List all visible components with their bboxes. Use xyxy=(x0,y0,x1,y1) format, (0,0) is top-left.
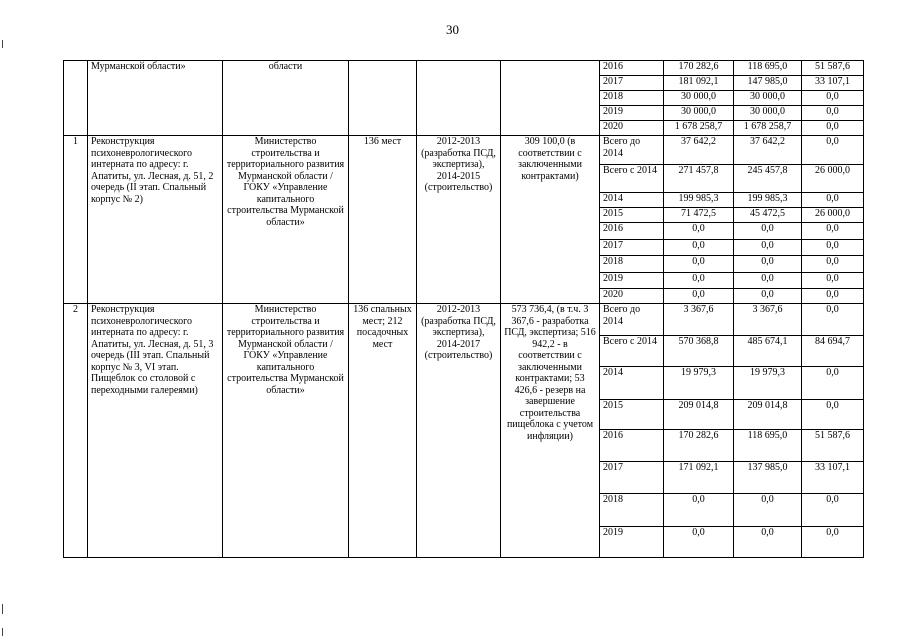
federal-cell: 0,0 xyxy=(802,91,864,106)
regional-cell: 30 000,0 xyxy=(734,106,802,121)
federal-cell: 0,0 xyxy=(802,400,864,430)
investment-table xyxy=(63,60,864,558)
customer-cell: области xyxy=(223,61,349,136)
year-cell: 2015 xyxy=(600,208,664,223)
regional-cell: 147 985,0 xyxy=(734,76,802,91)
federal-cell: 51 587,6 xyxy=(802,61,864,76)
total-cell: 181 092,1 xyxy=(664,76,734,91)
federal-cell: 0,0 xyxy=(802,304,864,336)
total-cell: 3 367,6 xyxy=(664,304,734,336)
total-cell: 0,0 xyxy=(664,256,734,273)
federal-cell: 33 107,1 xyxy=(802,76,864,91)
total-cell: 30 000,0 xyxy=(664,91,734,106)
table-row xyxy=(64,61,864,76)
table-row xyxy=(64,136,864,165)
customer-cell: Министерство строительства и территориального развития Мурманской области / ГОКУ «Управление капитального строительства Мурманской области» xyxy=(223,136,349,304)
year-cell: 2017 xyxy=(600,240,664,256)
regional-cell: 118 695,0 xyxy=(734,61,802,76)
capacity-cell xyxy=(349,61,417,136)
scan-mark xyxy=(2,40,3,48)
federal-cell: 0,0 xyxy=(802,121,864,136)
regional-cell: 0,0 xyxy=(734,273,802,289)
period-cell: 2012-2013 (разработка ПСД, экспертиза), 2014-2015 (строительство) xyxy=(417,136,501,304)
federal-cell: 0,0 xyxy=(802,240,864,256)
year-cell: 2018 xyxy=(600,256,664,273)
regional-cell: 209 014,8 xyxy=(734,400,802,430)
period-cell xyxy=(417,61,501,136)
regional-cell: 0,0 xyxy=(734,256,802,273)
cost-cell: 309 100,0 (в соответствии с заключенными контрактами) xyxy=(501,136,600,304)
federal-cell: 0,0 xyxy=(802,367,864,400)
year-cell: 2017 xyxy=(600,462,664,494)
federal-cell: 0,0 xyxy=(802,273,864,289)
object-name: Реконструкция психоневрологического интерната по адресу: г. Апатиты, ул. Лесная, д. 51, 2 очередь (II этап. Спальный корпус № 2) xyxy=(88,136,223,304)
row-number xyxy=(64,61,88,136)
year-cell: 2016 xyxy=(600,223,664,240)
year-cell: 2016 xyxy=(600,430,664,462)
regional-cell: 485 674,1 xyxy=(734,336,802,367)
capacity-cell: 136 спальных мест; 212 посадочных мест xyxy=(349,304,417,558)
federal-cell: 0,0 xyxy=(802,527,864,558)
regional-cell: 118 695,0 xyxy=(734,430,802,462)
year-cell: 2019 xyxy=(600,273,664,289)
total-cell: 171 092,1 xyxy=(664,462,734,494)
federal-cell: 0,0 xyxy=(802,256,864,273)
regional-cell: 1 678 258,7 xyxy=(734,121,802,136)
year-cell: 2019 xyxy=(600,527,664,558)
year-cell: 2018 xyxy=(600,494,664,527)
federal-cell: 84 694,7 xyxy=(802,336,864,367)
total-cell: 170 282,6 xyxy=(664,430,734,462)
customer-cell: Министерство строительства и территориального развития Мурманской области / ГОКУ «Управление капитального строительства Мурманской области» xyxy=(223,304,349,558)
total-cell: 30 000,0 xyxy=(664,106,734,121)
total-cell: 37 642,2 xyxy=(664,136,734,165)
federal-cell: 26 000,0 xyxy=(802,165,864,193)
year-cell: Всего до 2014 xyxy=(600,304,664,336)
year-cell: 2020 xyxy=(600,289,664,304)
year-cell: Всего до 2014 xyxy=(600,136,664,165)
regional-cell: 30 000,0 xyxy=(734,91,802,106)
total-cell: 1 678 258,7 xyxy=(664,121,734,136)
regional-cell: 45 472,5 xyxy=(734,208,802,223)
regional-cell: 19 979,3 xyxy=(734,367,802,400)
year-cell: 2020 xyxy=(600,121,664,136)
total-cell: 19 979,3 xyxy=(664,367,734,400)
federal-cell: 0,0 xyxy=(802,223,864,240)
federal-cell: 33 107,1 xyxy=(802,462,864,494)
year-cell: 2014 xyxy=(600,367,664,400)
federal-cell: 0,0 xyxy=(802,494,864,527)
year-cell: 2016 xyxy=(600,61,664,76)
total-cell: 170 282,6 xyxy=(664,61,734,76)
federal-cell: 26 000,0 xyxy=(802,208,864,223)
total-cell: 0,0 xyxy=(664,273,734,289)
regional-cell: 0,0 xyxy=(734,223,802,240)
total-cell: 0,0 xyxy=(664,494,734,527)
regional-cell: 0,0 xyxy=(734,494,802,527)
cost-cell xyxy=(501,61,600,136)
year-cell: 2019 xyxy=(600,106,664,121)
period-cell: 2012-2013 (разработка ПСД, экспертиза), 2014-2017 (строительство) xyxy=(417,304,501,558)
year-cell: 2018 xyxy=(600,91,664,106)
total-cell: 0,0 xyxy=(664,527,734,558)
year-cell: Всего с 2014 xyxy=(600,165,664,193)
total-cell: 71 472,5 xyxy=(664,208,734,223)
object-name: Мурманской области» xyxy=(88,61,223,136)
capacity-cell: 136 мест xyxy=(349,136,417,304)
regional-cell: 3 367,6 xyxy=(734,304,802,336)
federal-cell: 0,0 xyxy=(802,136,864,165)
scan-mark xyxy=(2,604,3,614)
federal-cell: 0,0 xyxy=(802,289,864,304)
federal-cell: 0,0 xyxy=(802,106,864,121)
regional-cell: 245 457,8 xyxy=(734,165,802,193)
total-cell: 271 457,8 xyxy=(664,165,734,193)
regional-cell: 0,0 xyxy=(734,527,802,558)
scan-mark xyxy=(2,628,3,636)
total-cell: 0,0 xyxy=(664,240,734,256)
row-number: 1 xyxy=(64,136,88,304)
regional-cell: 199 985,3 xyxy=(734,193,802,208)
total-cell: 209 014,8 xyxy=(664,400,734,430)
total-cell: 570 368,8 xyxy=(664,336,734,367)
page-number: 30 xyxy=(446,22,459,37)
year-cell: 2014 xyxy=(600,193,664,208)
regional-cell: 0,0 xyxy=(734,289,802,304)
federal-cell: 51 587,6 xyxy=(802,430,864,462)
year-cell: 2015 xyxy=(600,400,664,430)
year-cell: Всего с 2014 xyxy=(600,336,664,367)
total-cell: 0,0 xyxy=(664,289,734,304)
regional-cell: 0,0 xyxy=(734,240,802,256)
object-name: Реконструкция психоневрологического интерната по адресу: г. Апатиты, ул. Лесная, д. 51, 3 очередь (III этап. Спальный корпус № 3, VI этап. Пищеблок со столовой с переходными галереями) xyxy=(88,304,223,558)
total-cell: 0,0 xyxy=(664,223,734,240)
year-cell: 2017 xyxy=(600,76,664,91)
regional-cell: 37 642,2 xyxy=(734,136,802,165)
cost-cell: 573 736,4, (в т.ч. 3 367,6 - разработка ПСД, экспертиза; 516 942,2 - в соответствии с заключенными контрактами; 53 426,6 - резерв на завершение строительства пищеблока с учетом инфляции) xyxy=(501,304,600,558)
federal-cell: 0,0 xyxy=(802,193,864,208)
total-cell: 199 985,3 xyxy=(664,193,734,208)
row-number: 2 xyxy=(64,304,88,558)
table-row xyxy=(64,304,864,336)
regional-cell: 137 985,0 xyxy=(734,462,802,494)
